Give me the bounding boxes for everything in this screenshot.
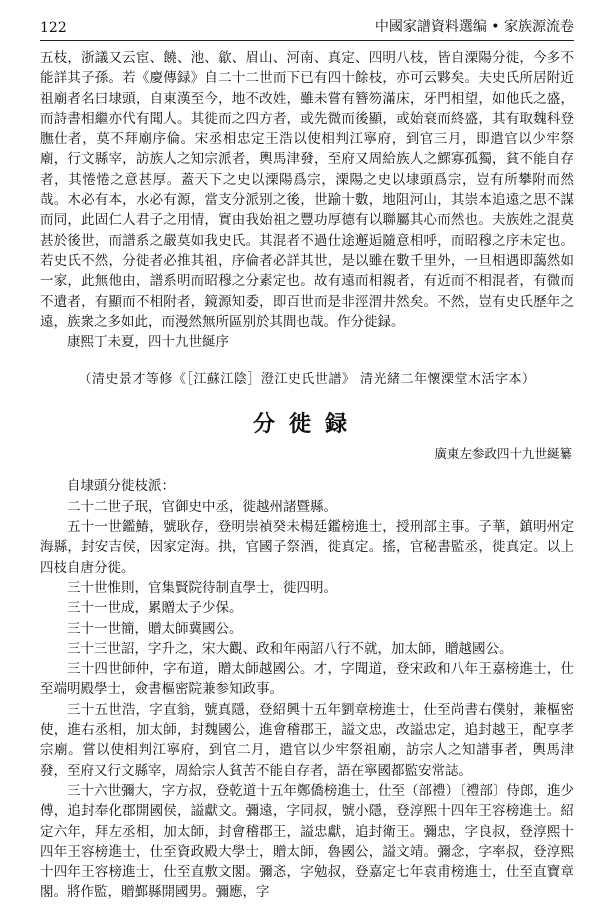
section-author: 廣東左参政四十九世綖纂: [434, 446, 572, 462]
preface-signature: 康熙丁未夏，四十九世綖序: [67, 334, 229, 351]
entry-paragraph: 三十世惟則，官集賢院待制直學士，徙四明。: [67, 579, 337, 596]
entry-paragraph: 三十四世師仲，字布道，贈太師越國公。才，字聞道，登宋政和八年王嘉榜進士，仕至端明殿學士，僉書樞密院兼参知政事。: [40, 661, 574, 698]
entry-paragraph: 三十六世彌大，字方叔，登乾道十五年鄭僑榜進士，仕至（部禮）〔禮部〕侍郎，進少傅，追封奉化郡開國侯，謚獻文。彌遠，字同叔，號小隱，登淳熙十四年王容榜進士。紹定六年，拜左丞相，加太師，封會稽郡王，謚忠獻，追封衛王。彌忠，字良叔，登淳熙十四年王容榜進士，仕至資政殿大學士，贈太師，魯國公，謚文靖。彌念，字率叔，登淳熙十四年王容榜進士，仕至直敷文閣。彌忞，字勉叔，登嘉定七年袁甫榜進士，仕至直寶章閣。將作監，贈鄞縣開國男。彌應，字: [40, 782, 574, 901]
page-number: 122: [40, 20, 67, 36]
entry-paragraph: 二十二世子珉，官御史中丞，徙越州諸暨縣。: [67, 498, 337, 515]
header-rule: [40, 40, 574, 41]
page-header: [40, 14, 574, 36]
entry-paragraph: 三十一世成，累贈太子少保。: [67, 600, 243, 617]
entry-paragraph: 三十三世詔，字升之，宋大觀、政和年兩詔八行不就，加太師，贈越國公。: [67, 640, 513, 657]
section-title: 分徙録: [252, 411, 361, 438]
page-body: [40, 48, 574, 903]
source-caption: （清史景才等修《［江蘇江陰］澄江史氏世譜》 清光緒二年懷溧堂木活字本）: [78, 372, 536, 388]
running-title: 中國家譜資料選编 • 家族源流卷: [374, 19, 574, 35]
intro-paragraph: 五枝，浙議又云宦、饒、池、歙、眉山、河南、真定、四明八枝，皆自溧陽分徙，今多不能詳其子孫。若《慶傳録》自二十二世而下已有四十餘枝，亦可云夥矣。夫史氏所居附近祖廟者名曰埭頭，自東漢至今，地不改姓，雖未嘗有簪笏滿床，牙門相望，如他氏之盛，而詩書相繼亦代有聞人。其徙而之四方者，或先微而後顯，或始衰而終盛，其有取魏科登膴仕者，莫不拜廟序倫。宋丞相忠定王浩以使相判江寧府，到官三月，即遣官以少牢祭廟，行文縣宰，訪族人之知宗派者，輿馬津發，至府又周給族人之鰥寡孤獨，貧不能自存者，其惓惓之意甚厚。蓋天下之史以溧陽爲宗，溧陽之史以埭頭爲宗，豈有所攀附而然哉。木必有本，水必有源，當支分派别之後，世踰十數，地阻河山，其崇本追遠之思不謀而同，此固仁人君子之用情，實由我始祖之豐功厚德有以聯屬其心而然也。夫族姓之混莫甚於後世，而譜系之嚴莫如我史氏。其混者不過仕途邂逅隨意相呼，而昭穆之序未定也。若史氏不然，分徙者必推其祖，序倫者必詳其世，是以雖在數千里外，一旦相遇即藹然如一家，此無他由，譜系明而昭穆之分素定也。故有遠而相親者，有近而不相混者，有微而不遺者，有顯而不相附者，鏡源知委，即百世而是非涇渭井然矣。不然，豈有史氏歷年之遠，族衆之多如此，而漫然無所區别於其間也哉。作分徙録。: [40, 50, 574, 330]
entry-paragraph: 自埭頭分徙枝派：: [67, 478, 175, 495]
entry-paragraph: 五十一世鑑鰆，號耿存，登明崇禎癸未楊廷鑑榜進士，授刑部主事。子華，鎮明州定海縣，封安吉侯，因家定海。拱，官國子祭酒，徙真定。搖，官秘書監丞，徙真定。以上四枝自唐分徙。: [40, 519, 574, 576]
entry-paragraph: 三十五世浩，字直翁，號真隱，登紹興十五年劉章榜進士，仕至尚書右僕射，兼樞密使，進右丞相，加太師，封魏國公，進會稽郡王，謚文忠，改謚忠定，追封越王，配享孝宗廟。嘗以使相判江寧府，到官二月，遣官以少牢祭祖廟，訪宗人之知譜事者，輿馬津發，至府又行文縣宰，周給宗人貧苦不能自存者，語在寧國都監安常誌。: [40, 701, 574, 779]
entry-paragraph: 三十一世簡，贈太師冀國公。: [67, 620, 243, 637]
